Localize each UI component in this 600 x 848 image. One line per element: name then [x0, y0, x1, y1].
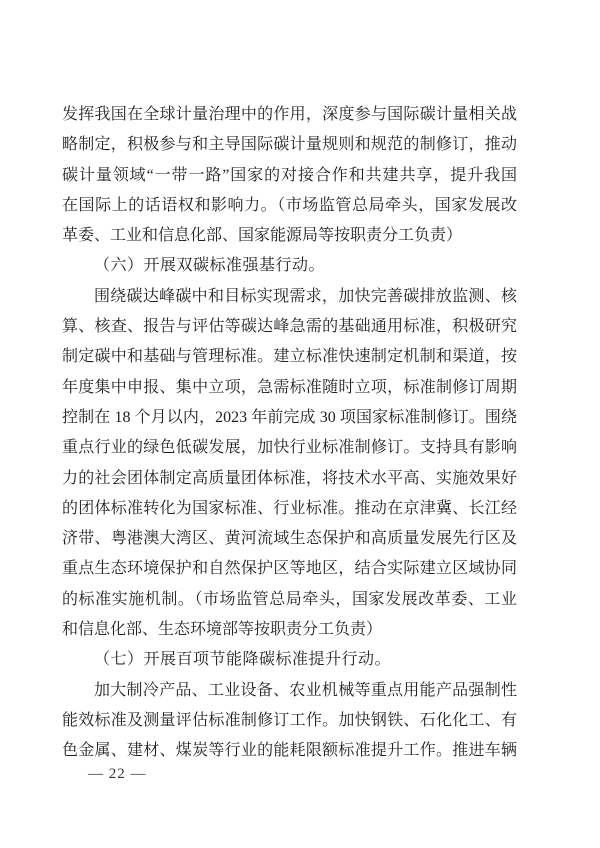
text-line: 制定碳中和基础与管理标准。建立标准快速制定机制和渠道，按 [62, 348, 517, 366]
text-line: 能效标准及测量评估标准制修订工作。加快钢铁、石化化工、有 [62, 711, 517, 729]
text-line: 的标准实施机制。（市场监管总局牵头，国家发展改革委、工业 [62, 590, 517, 608]
text-line: 略制定，积极参与和主导国际碳计量规则和规范的制修订，推动 [62, 136, 517, 154]
text-line: 力的社会团体制定高质量团体标准，将技术水平高、实施效果好 [62, 469, 517, 487]
text-line: 革委、工业和信息化部、国家能源局等按职责分工负责） [62, 227, 463, 245]
text-line: 算、核查、报告与评估等碳达峰急需的基础通用标准，积极研究 [62, 318, 517, 336]
text-line: 年度集中申报、集中立项，急需标准随时立项，标准制修订周期 [62, 378, 517, 396]
text-line: 重点行业的绿色低碳发展，加快行业标准制修订。支持具有影响 [62, 439, 517, 457]
section-heading: （六）开展双碳标准强基行动。 [94, 257, 326, 275]
section-heading: （七）开展百项节能降碳标准提升行动。 [94, 651, 392, 669]
text-line: 的团体标准转化为国家标准、行业标准。推动在京津冀、长江经 [62, 499, 517, 517]
text-line: 和信息化部、生态环境部等按职责分工负责） [62, 621, 383, 639]
text-line: 围绕碳达峰碳中和目标实现需求，加快完善碳排放监测、核 [94, 287, 517, 305]
text-line: 碳计量领域“一带一路”国家的对接合作和共建共享，提升我国 [62, 166, 517, 184]
text-line: 色金属、建材、煤炭等行业的能耗限额标准提升工作。推进车辆 [62, 742, 517, 760]
text-line: 重点生态环境保护和自然保护区等地区，结合实际建立区域协同 [62, 560, 517, 578]
document-body [62, 100, 517, 767]
text-line: 加大制冷产品、工业设备、农业机械等重点用能产品强制性 [94, 681, 517, 699]
text-line: 控制在 18 个月以内，2023 年前完成 30 项国家标准制修订。围绕 [62, 408, 517, 426]
text-line: 在国际上的话语权和影响力。（市场监管总局牵头，国家发展改 [62, 196, 517, 214]
page-number: — 22 — [88, 766, 147, 782]
text-line: 济带、粤港澳大湾区、黄河流域生态保护和高质量发展先行区及 [62, 530, 517, 548]
text-line: 发挥我国在全球计量治理中的作用，深度参与国际碳计量相关战 [62, 106, 517, 123]
